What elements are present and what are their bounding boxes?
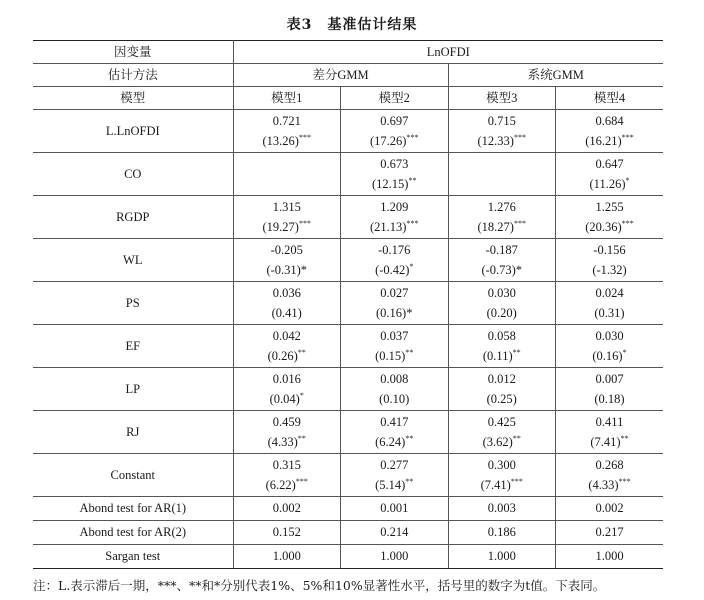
coefficient-value: -0.176: [378, 242, 411, 257]
t-value: [449, 218, 556, 234]
method-difference-gmm: 差分GMM: [233, 64, 448, 87]
t-value-text: (0.20): [486, 305, 517, 320]
t-value: [234, 264, 341, 277]
stat-label: Sargan test: [33, 545, 233, 569]
coefficient-value: 0.673: [380, 156, 409, 171]
coefficient-cell: [341, 153, 449, 196]
t-value: [556, 132, 663, 148]
t-value-text: (3.62): [482, 434, 513, 449]
coefficient-value: 0.008: [380, 371, 409, 386]
coefficient-value: 0.697: [380, 113, 409, 128]
stat-value: 0.217: [556, 521, 664, 545]
significance-stars: **: [405, 347, 414, 357]
table-row: [33, 454, 663, 497]
stat-value: 1.000: [341, 545, 449, 569]
model-2-header: 模型2: [341, 87, 449, 110]
table-row: [33, 282, 663, 325]
row-label: RGDP: [33, 196, 233, 239]
significance-stars: *: [299, 390, 304, 400]
t-value-text: (0.18): [594, 391, 625, 406]
stat-row: [33, 545, 663, 569]
dependent-variable-value: LnOFDI: [233, 41, 663, 64]
row-label: L.LnOFDI: [33, 110, 233, 153]
t-value-text: (7.41): [590, 434, 621, 449]
coefficient-value: -0.205: [270, 242, 303, 257]
coefficient-value: 0.268: [595, 457, 624, 472]
coefficient-value: 0.684: [595, 113, 624, 128]
t-value-text: (21.13): [370, 219, 407, 234]
t-value-text: (18.27): [477, 219, 514, 234]
estimation-method-label: 估计方法: [33, 64, 233, 87]
coefficient-value: 1.276: [487, 199, 516, 214]
table-note: 注：L.表示滞后一期，***、**和*分别代表1%、5%和10%显著性水平，括号里的数字为t值。下表同。: [33, 578, 606, 593]
t-value-text: (0.10): [379, 391, 410, 406]
stat-label: Abond test for AR(2): [33, 521, 233, 545]
significance-stars: **: [405, 433, 414, 443]
coefficient-value: 0.007: [595, 371, 624, 386]
coefficient-cell: [341, 282, 449, 325]
coefficient-value: 1.255: [595, 199, 624, 214]
coefficient-value: 1.209: [380, 199, 409, 214]
stat-value: 0.002: [233, 497, 341, 521]
coefficient-cell: [556, 153, 664, 196]
t-value: [341, 476, 448, 492]
t-value-text: (6.22): [265, 477, 296, 492]
coefficient-value: -0.187: [485, 242, 518, 257]
results-table: [33, 40, 663, 569]
table-row: [33, 411, 663, 454]
stat-row: [33, 497, 663, 521]
t-value: [341, 307, 448, 320]
t-value-text: (17.26): [370, 133, 407, 148]
significance-stars: ***: [618, 476, 631, 486]
coefficient-cell: [556, 239, 664, 282]
t-value: [341, 218, 448, 234]
stat-row: [33, 521, 663, 545]
coefficient-cell: [448, 411, 556, 454]
significance-stars: ***: [298, 132, 311, 142]
coefficient-cell: [556, 110, 664, 153]
table-row: [33, 153, 663, 196]
significance-stars: ***: [621, 132, 634, 142]
stat-label: Abond test for AR(1): [33, 497, 233, 521]
significance-stars: ***: [406, 132, 419, 142]
dependent-variable-label: 因变量: [33, 41, 233, 64]
coefficient-cell: [233, 153, 341, 196]
coefficient-cell: [341, 196, 449, 239]
significance-stars: *: [409, 261, 414, 271]
coefficient-cell: [448, 454, 556, 497]
stat-value: 0.001: [341, 497, 449, 521]
method-system-gmm: 系统GMM: [448, 64, 663, 87]
coefficient-cell: [341, 411, 449, 454]
coefficient-cell: [341, 325, 449, 368]
coefficient-value: 0.016: [272, 371, 301, 386]
significance-stars: **: [297, 347, 306, 357]
t-value: [556, 307, 663, 320]
t-value-text: (0.16): [592, 348, 623, 363]
table-row: [33, 368, 663, 411]
t-value-text: (0.11): [482, 348, 513, 363]
t-value: [234, 132, 341, 148]
table-row: [33, 325, 663, 368]
coefficient-cell: [556, 368, 664, 411]
t-value: [234, 390, 341, 406]
coefficient-cell: [448, 325, 556, 368]
coefficient-cell: [556, 411, 664, 454]
significance-stars: *: [622, 347, 627, 357]
coefficient-value: 0.425: [487, 414, 516, 429]
t-value: [234, 433, 341, 449]
table-row: [33, 239, 663, 282]
coefficient-value: 0.647: [595, 156, 624, 171]
coefficient-value: -0.156: [593, 242, 626, 257]
t-value-text: (11.26): [589, 176, 626, 191]
coefficient-cell: [233, 282, 341, 325]
results-table-body: [33, 41, 663, 569]
coefficient-value: 0.036: [272, 285, 301, 300]
coefficient-cell: [341, 110, 449, 153]
coefficient-value: 0.417: [380, 414, 409, 429]
row-label: CO: [33, 153, 233, 196]
t-value-text: (0.25): [486, 391, 517, 406]
coefficient-cell: [448, 153, 556, 196]
coefficient-cell: [341, 368, 449, 411]
significance-stars: ***: [513, 132, 526, 142]
significance-stars: **: [620, 433, 629, 443]
t-value: [234, 218, 341, 234]
row-label: Constant: [33, 454, 233, 497]
coefficient-cell: [448, 110, 556, 153]
coefficient-cell: [556, 454, 664, 497]
row-label: LP: [33, 368, 233, 411]
t-value: [556, 393, 663, 406]
model-1-header: 模型1: [233, 87, 341, 110]
coefficient-cell: [341, 239, 449, 282]
t-value: [341, 132, 448, 148]
t-value: [556, 264, 663, 277]
coefficient-cell: [233, 411, 341, 454]
coefficient-cell: [233, 110, 341, 153]
row-label: RJ: [33, 411, 233, 454]
t-value-text: (0.26): [267, 348, 298, 363]
t-value: [341, 393, 448, 406]
stat-value: 1.000: [556, 545, 664, 569]
coefficient-cell: [448, 239, 556, 282]
t-value: [556, 218, 663, 234]
significance-stars: **: [297, 433, 306, 443]
coefficient-cell: [556, 196, 664, 239]
t-value: [234, 476, 341, 492]
coefficient-value: 0.411: [595, 414, 624, 429]
t-value: [556, 347, 663, 363]
model-4-header: 模型4: [556, 87, 664, 110]
stat-value: 0.002: [556, 497, 664, 521]
significance-stars: **: [405, 476, 414, 486]
row-label: WL: [33, 239, 233, 282]
t-value-text: (0.04): [269, 391, 300, 406]
coefficient-value: 0.027: [380, 285, 409, 300]
model-3-header: 模型3: [448, 87, 556, 110]
table-row: [33, 110, 663, 153]
t-value-text: (5.14): [375, 477, 406, 492]
table-row: [33, 196, 663, 239]
coefficient-cell: [556, 325, 664, 368]
stat-value: 1.000: [448, 545, 556, 569]
t-value: [556, 175, 663, 191]
coefficient-value: 0.459: [272, 414, 301, 429]
significance-stars: ***: [510, 476, 523, 486]
t-value: [556, 433, 663, 449]
t-value: [341, 261, 448, 277]
t-value: [449, 264, 556, 277]
coefficient-value: 0.721: [272, 113, 301, 128]
significance-stars: *: [625, 175, 630, 185]
significance-stars: **: [408, 175, 417, 185]
coefficient-cell: [448, 282, 556, 325]
significance-stars: ***: [295, 476, 308, 486]
t-value-text: (4.33): [588, 477, 619, 492]
table-caption: 表3 基准估计结果: [286, 17, 418, 33]
significance-stars: ***: [406, 218, 419, 228]
t-value-text: (0.15): [375, 348, 406, 363]
header-row-dependent: [33, 41, 663, 64]
significance-stars: **: [512, 347, 521, 357]
t-value: [341, 433, 448, 449]
t-value-text: (4.33): [267, 434, 298, 449]
coefficient-cell: [233, 368, 341, 411]
coefficient-value: 0.058: [487, 328, 516, 343]
t-value: [341, 175, 448, 191]
t-value-text: (-1.32): [592, 262, 627, 277]
t-value-text: (7.41): [480, 477, 511, 492]
coefficient-value: 1.315: [272, 199, 301, 214]
t-value: [449, 393, 556, 406]
significance-stars: **: [512, 433, 521, 443]
stat-value: 0.003: [448, 497, 556, 521]
stat-value: 0.186: [448, 521, 556, 545]
t-value-text: (-0.73)*: [481, 262, 523, 277]
t-value: [234, 307, 341, 320]
coefficient-cell: [556, 282, 664, 325]
coefficient-cell: [448, 368, 556, 411]
t-value-text: (0.31): [594, 305, 625, 320]
stat-value: 0.214: [341, 521, 449, 545]
stat-value: 1.000: [233, 545, 341, 569]
stat-value: 0.152: [233, 521, 341, 545]
coefficient-value: 0.012: [487, 371, 516, 386]
t-value-text: (0.16)*: [376, 305, 413, 320]
coefficient-value: 0.037: [380, 328, 409, 343]
t-value-text: (-0.31)*: [266, 262, 308, 277]
t-value: [556, 476, 663, 492]
row-label: PS: [33, 282, 233, 325]
coefficient-cell: [341, 454, 449, 497]
coefficient-cell: [233, 325, 341, 368]
coefficient-value: 0.300: [487, 457, 516, 472]
coefficient-value: 0.277: [380, 457, 409, 472]
t-value-text: (16.21): [585, 133, 622, 148]
coefficient-value: 0.030: [595, 328, 624, 343]
coefficient-value: 0.315: [272, 457, 301, 472]
t-value: [449, 476, 556, 492]
significance-stars: ***: [298, 218, 311, 228]
t-value: [341, 347, 448, 363]
coefficient-value: 0.024: [595, 285, 624, 300]
coefficient-cell: [233, 196, 341, 239]
t-value-text: (20.36): [585, 219, 622, 234]
t-value: [449, 307, 556, 320]
coefficient-cell: [448, 196, 556, 239]
t-value: [449, 132, 556, 148]
t-value-text: (-0.42): [375, 262, 410, 277]
t-value-text: (12.33): [477, 133, 514, 148]
header-row-model: [33, 87, 663, 110]
coefficient-value: 0.042: [272, 328, 301, 343]
t-value: [449, 347, 556, 363]
t-value-text: (0.41): [271, 305, 302, 320]
row-label: EF: [33, 325, 233, 368]
significance-stars: ***: [621, 218, 634, 228]
coefficient-cell: [233, 454, 341, 497]
coefficient-value: 0.030: [487, 285, 516, 300]
t-value-text: (6.24): [375, 434, 406, 449]
model-label: 模型: [33, 87, 233, 110]
t-value: [449, 433, 556, 449]
header-row-method: [33, 64, 663, 87]
t-value: [234, 347, 341, 363]
t-value-text: (19.27): [262, 219, 299, 234]
coefficient-cell: [233, 239, 341, 282]
t-value-text: (13.26): [262, 133, 299, 148]
coefficient-value: 0.715: [487, 113, 516, 128]
significance-stars: ***: [513, 218, 526, 228]
t-value-text: (12.15): [372, 176, 409, 191]
